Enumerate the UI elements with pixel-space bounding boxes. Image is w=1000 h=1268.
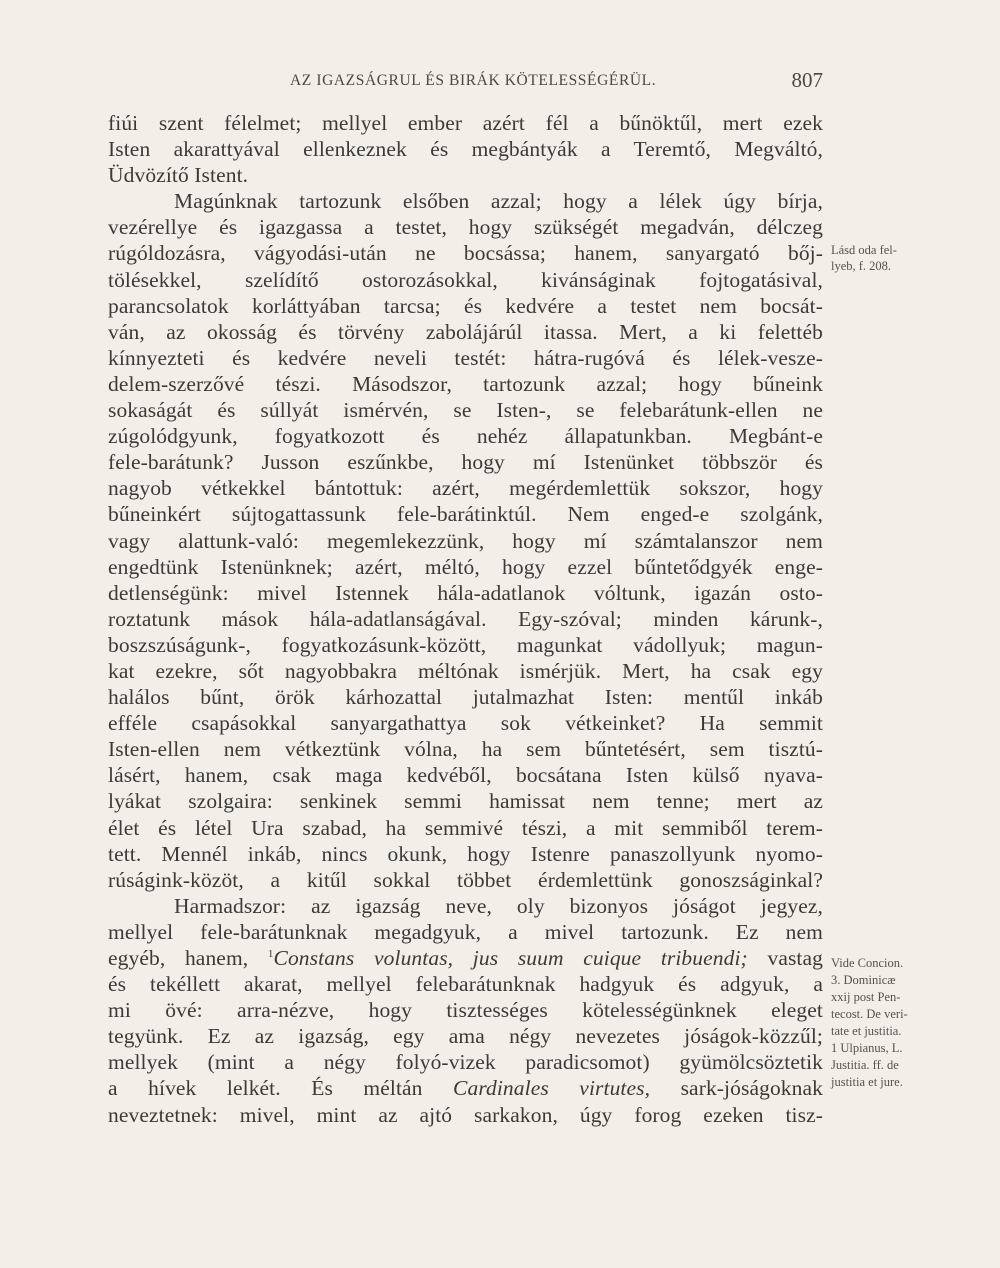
page-header [108, 68, 823, 98]
text-line: efféle csapásokkal sanyargathattya sok vétkeinket? Ha semmit [108, 711, 823, 736]
footnote-marker: 1 [267, 948, 274, 960]
text-line: mi övé: arra-nézve, hogy tisztességes kötelességünknek eleget [108, 998, 823, 1023]
text-line: neveztetnek: mivel, mint az ajtó sarkakon, úgy forog ezeken tisz- [108, 1102, 823, 1127]
margin-note [831, 955, 908, 1091]
text-line: kínnyezteti és kedvére neveli testét: hátra-rugóvá és lélek-vesze- [108, 345, 823, 370]
text-line: Isten akarattyával ellenkeznek és megbántyák a Teremtő, Megváltó, [108, 137, 823, 162]
latin-quote: Constans voluntas, jus suum cuique tribuendi; [273, 946, 748, 970]
margin-note-line: 3. Dominicæ [831, 973, 896, 987]
margin-note-line: 1 Ulpianus, L. [831, 1041, 903, 1055]
text-segment: egyéb, hanem, [108, 946, 249, 970]
text-line: parancsolatok korláttyában tarcsa; és kedvére a testet nem bocsát- [108, 293, 823, 318]
text-line: tegyünk. Ez az igazság, egy ama négy nevezetes jóságok-közzűl; [108, 1024, 823, 1049]
margin-note [831, 243, 897, 274]
text-line: mellyek (mint a négy folyó-vizek paradicsomot) gyümölcsöztetik [108, 1050, 823, 1075]
text-line: vagy alattunk-való: megemlekezzünk, hogy mí számtalanszor nem [108, 528, 823, 553]
body-text [108, 110, 823, 1128]
text-segment: vastag [767, 946, 823, 970]
text-line: kat ezekre, sőt nagyobbakra méltónak ismérjük. Mert, ha csak egy [108, 658, 823, 683]
margin-note-line: justitia et jure. [831, 1075, 903, 1089]
text-line: sokaságát és súllyát ismérvén, se Isten-, se felebarátunk-ellen ne [108, 398, 823, 423]
text-line: fele-barátunk? Jusson eszűnkbe, hogy mí Istenünket többször és [108, 450, 823, 475]
text-line: engedtünk Istenünknek; azért, méltó, hogy ezzel bűntetődgyék enge- [108, 554, 823, 579]
text-line: zúgolódgyunk, fogyatkozott és nehéz állapatunkban. Megbánt-e [108, 424, 823, 449]
text-line: és tekéllett akarat, mellyel felebarátunknak hadgyuk és adgyuk, a [108, 972, 823, 997]
margin-note-line: xxij post Pen- [831, 990, 901, 1004]
text-segment: sark-jóságoknak [680, 1076, 823, 1101]
text-line: rúgóldozásra, vágyodási-után ne bocsássa; hanem, sanyargató bőj- [108, 241, 823, 266]
text-line: delem-szerzővé tészi. Másodszor, tartozunk azzal; hogy bűneink [108, 371, 823, 396]
margin-note-line: tecost. De veri- [831, 1007, 908, 1021]
text-line: detlenségünk: mivel Istennek hála-adatlanok vóltunk, igazán osto- [108, 580, 823, 605]
text-line-with-latin [108, 1075, 823, 1101]
margin-note-line: tate et justitia. [831, 1024, 902, 1038]
paragraph-start-line: Harmadszor: az igazság neve, oly bizonyos jóságot jegyez, [174, 893, 823, 918]
text-line: halálos bűnt, örök kárhozattal jutalmazhat Isten: mentűl inkáb [108, 685, 823, 710]
text-line: bűneinkért sújtogattassunk fele-barátinktúl. Nem enged-e szolgánk, [108, 502, 823, 527]
text-segment: a hívek lelkét. És méltán [108, 1076, 423, 1101]
margin-note-line: Justitia. ff. de [831, 1058, 899, 1072]
text-line: fiúi szent félelmet; mellyel ember azért fél a bűnöktűl, mert ezek [108, 111, 823, 135]
text-line: nagyob vétkekkel bántottuk: azért, megérdemlettük sokszor, hogy [108, 476, 823, 501]
page-number: 807 [791, 68, 823, 92]
text-line: rúságink-közöt, a kitűl sokkal többet érdemlettünk gonoszságinkal? [108, 867, 823, 892]
text-line: vezérellye és igazgassa a testet, hogy szükségét megadván, délczeg [108, 215, 823, 240]
text-line: roztatunk mások hála-adatlanságával. Egy-szóval; minden kárunk-, [108, 606, 823, 631]
text-line: lyákat szolgaira: senkinek semmi hamissat nem tenne; mert az [108, 789, 823, 814]
text-line: boszszúságunk-, fogyatkozásunk-között, magunkat vádollyuk; magun- [108, 632, 823, 657]
latin-term: Cardinales virtutes, [453, 1076, 651, 1101]
margin-note-line: Lásd oda fel- [831, 243, 897, 257]
text-line: élet és létel Ura szabad, ha semmivé tészi, a mit semmiből terem- [108, 815, 823, 840]
text-line-with-quote [108, 945, 823, 971]
paragraph-start-line: Magúnknak tartozunk elsőben azzal; hogy a lélek úgy bírja, [174, 189, 823, 214]
text-line: tett. Mennél inkáb, nincs okunk, hogy Istenre panaszollyunk nyomo- [108, 841, 823, 866]
margin-note-line: Vide Concion. [831, 956, 904, 970]
margin-note-line: lyeb, f. 208. [831, 258, 892, 273]
text-line: tölésekkel, szelídítő ostorozásokkal, kivánságinak fojtogatásival, [108, 267, 823, 292]
text-line: lásért, hanem, csak maga kedvéből, bocsátana Isten külső nyava- [108, 763, 823, 788]
text-line: mellyel fele-barátunknak megadgyuk, a mivel tartozunk. Ez nem [108, 919, 823, 944]
text-line: ván, az okosság és törvény zabolájárúl itassa. Mert, a ki felettéb [108, 319, 823, 344]
running-head: AZ IGAZSÁGRUL ÉS BIRÁK KÖTELESSÉGÉRÜL. [290, 72, 657, 89]
text-line: Isten-ellen nem vétkeztünk vólna, ha sem bűntetésért, sem tisztú- [108, 737, 823, 762]
text-line: Üdvözítő Istent. [108, 163, 249, 188]
